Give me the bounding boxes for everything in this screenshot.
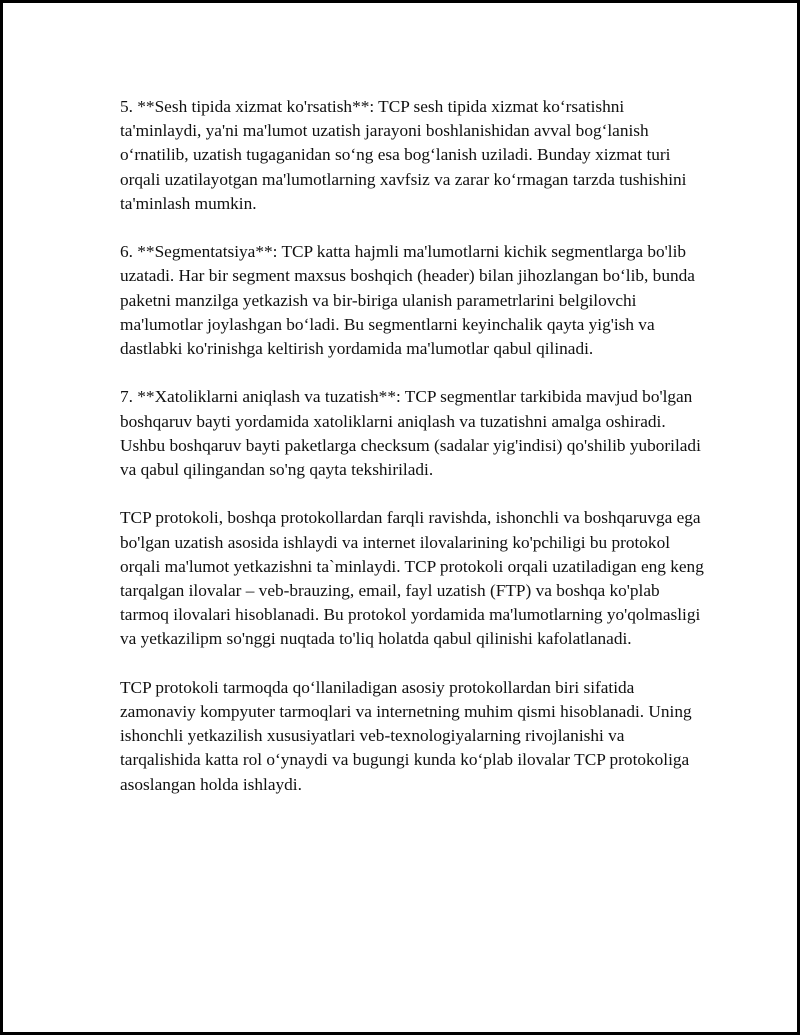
paragraph-tcp-conclusion: TCP protokoli tarmoqda qo‘llaniladigan asosiy protokollardan biri sifatida zamonaviy kompyuter tarmoqlari va internetning muhim qismi hisoblanadi. Uning ishonchli yetkazilish xususiyatlari veb-texnologiyalarning rivojlanishi va tarqalishida katta rol o‘ynaydi va bugungi kunda ko‘plab ilovalar TCP protokoliga asoslangan holda ishlaydi. bbox=[120, 677, 692, 794]
paragraph-tcp-reliability: TCP protokoli, boshqa protokollardan farqli ravishda, ishonchli va boshqaruvga ega bo'lgan uzatish asosida ishlaydi va internet ilovalarining ko'pchiligi bu protokol orqali ma'lumot yetkazishni ta`minlaydi. TCP protokoli orqali uzatiladigan eng keng tarqalgan ilovalar – veb-brauzing, email, fayl uzatish (FTP) va boshqa ko'plab tarmoq ilovalari hisoblanadi. Bu protokol yordamida ma'lumotlarning yo'qolmasligi va yetkazilipm so'nggi nuqtada to'liq holatda qabul qilinishi kafolatlanadi. bbox=[120, 508, 704, 649]
paragraph-error-detection: 7. **Xatoliklarni aniqlash va tuzatish**: TCP segmentlar tarkibida mavjud bo'lgan boshqaruv bayti yordamida xatoliklarni aniqlash va tuzatishni amalga oshiradi. Ushbu boshqaruv bayti paketlarga checksum (sadalar yig'indisi) qo'shilib yuboriladi va qabul qilingandan so'ng qayta tekshiriladi. bbox=[120, 387, 701, 480]
document-body bbox=[120, 95, 704, 821]
paragraph-segmentation: 6. **Segmentatsiya**: TCP katta hajmli ma'lumotlarni kichik segmentlarga bo'lib uzatadi. Har bir segment maxsus boshqich (header) bilan jihozlangan bo‘lib, bunda paketni manzilga yetkazish va bir-biriga ulanish parametrlarini belgilovchi ma'lumotlar joylashgan bo‘ladi. Bu segmentlarni keyinchalik qayta yig'ish va dastlabki ko'rinishga keltirish yordamida ma'lumotlar qabul qilinadi. bbox=[120, 242, 695, 359]
paragraph-session-service: 5. **Sesh tipida xizmat ko'rsatish**: TCP sesh tipida xizmat ko‘rsatishni ta'minlaydi, ya'ni ma'lumot uzatish jarayoni boshlanishidan avval bog‘lanish o‘rnatilib, uzatish tugaganidan so‘ng esa bog‘lanish uziladi. Bunday xizmat turi orqali uzatilayotgan ma'lumotlarning xavfsiz va zarar ko‘rmagan tarzda tushishini ta'minlash mumkin. bbox=[120, 97, 687, 213]
